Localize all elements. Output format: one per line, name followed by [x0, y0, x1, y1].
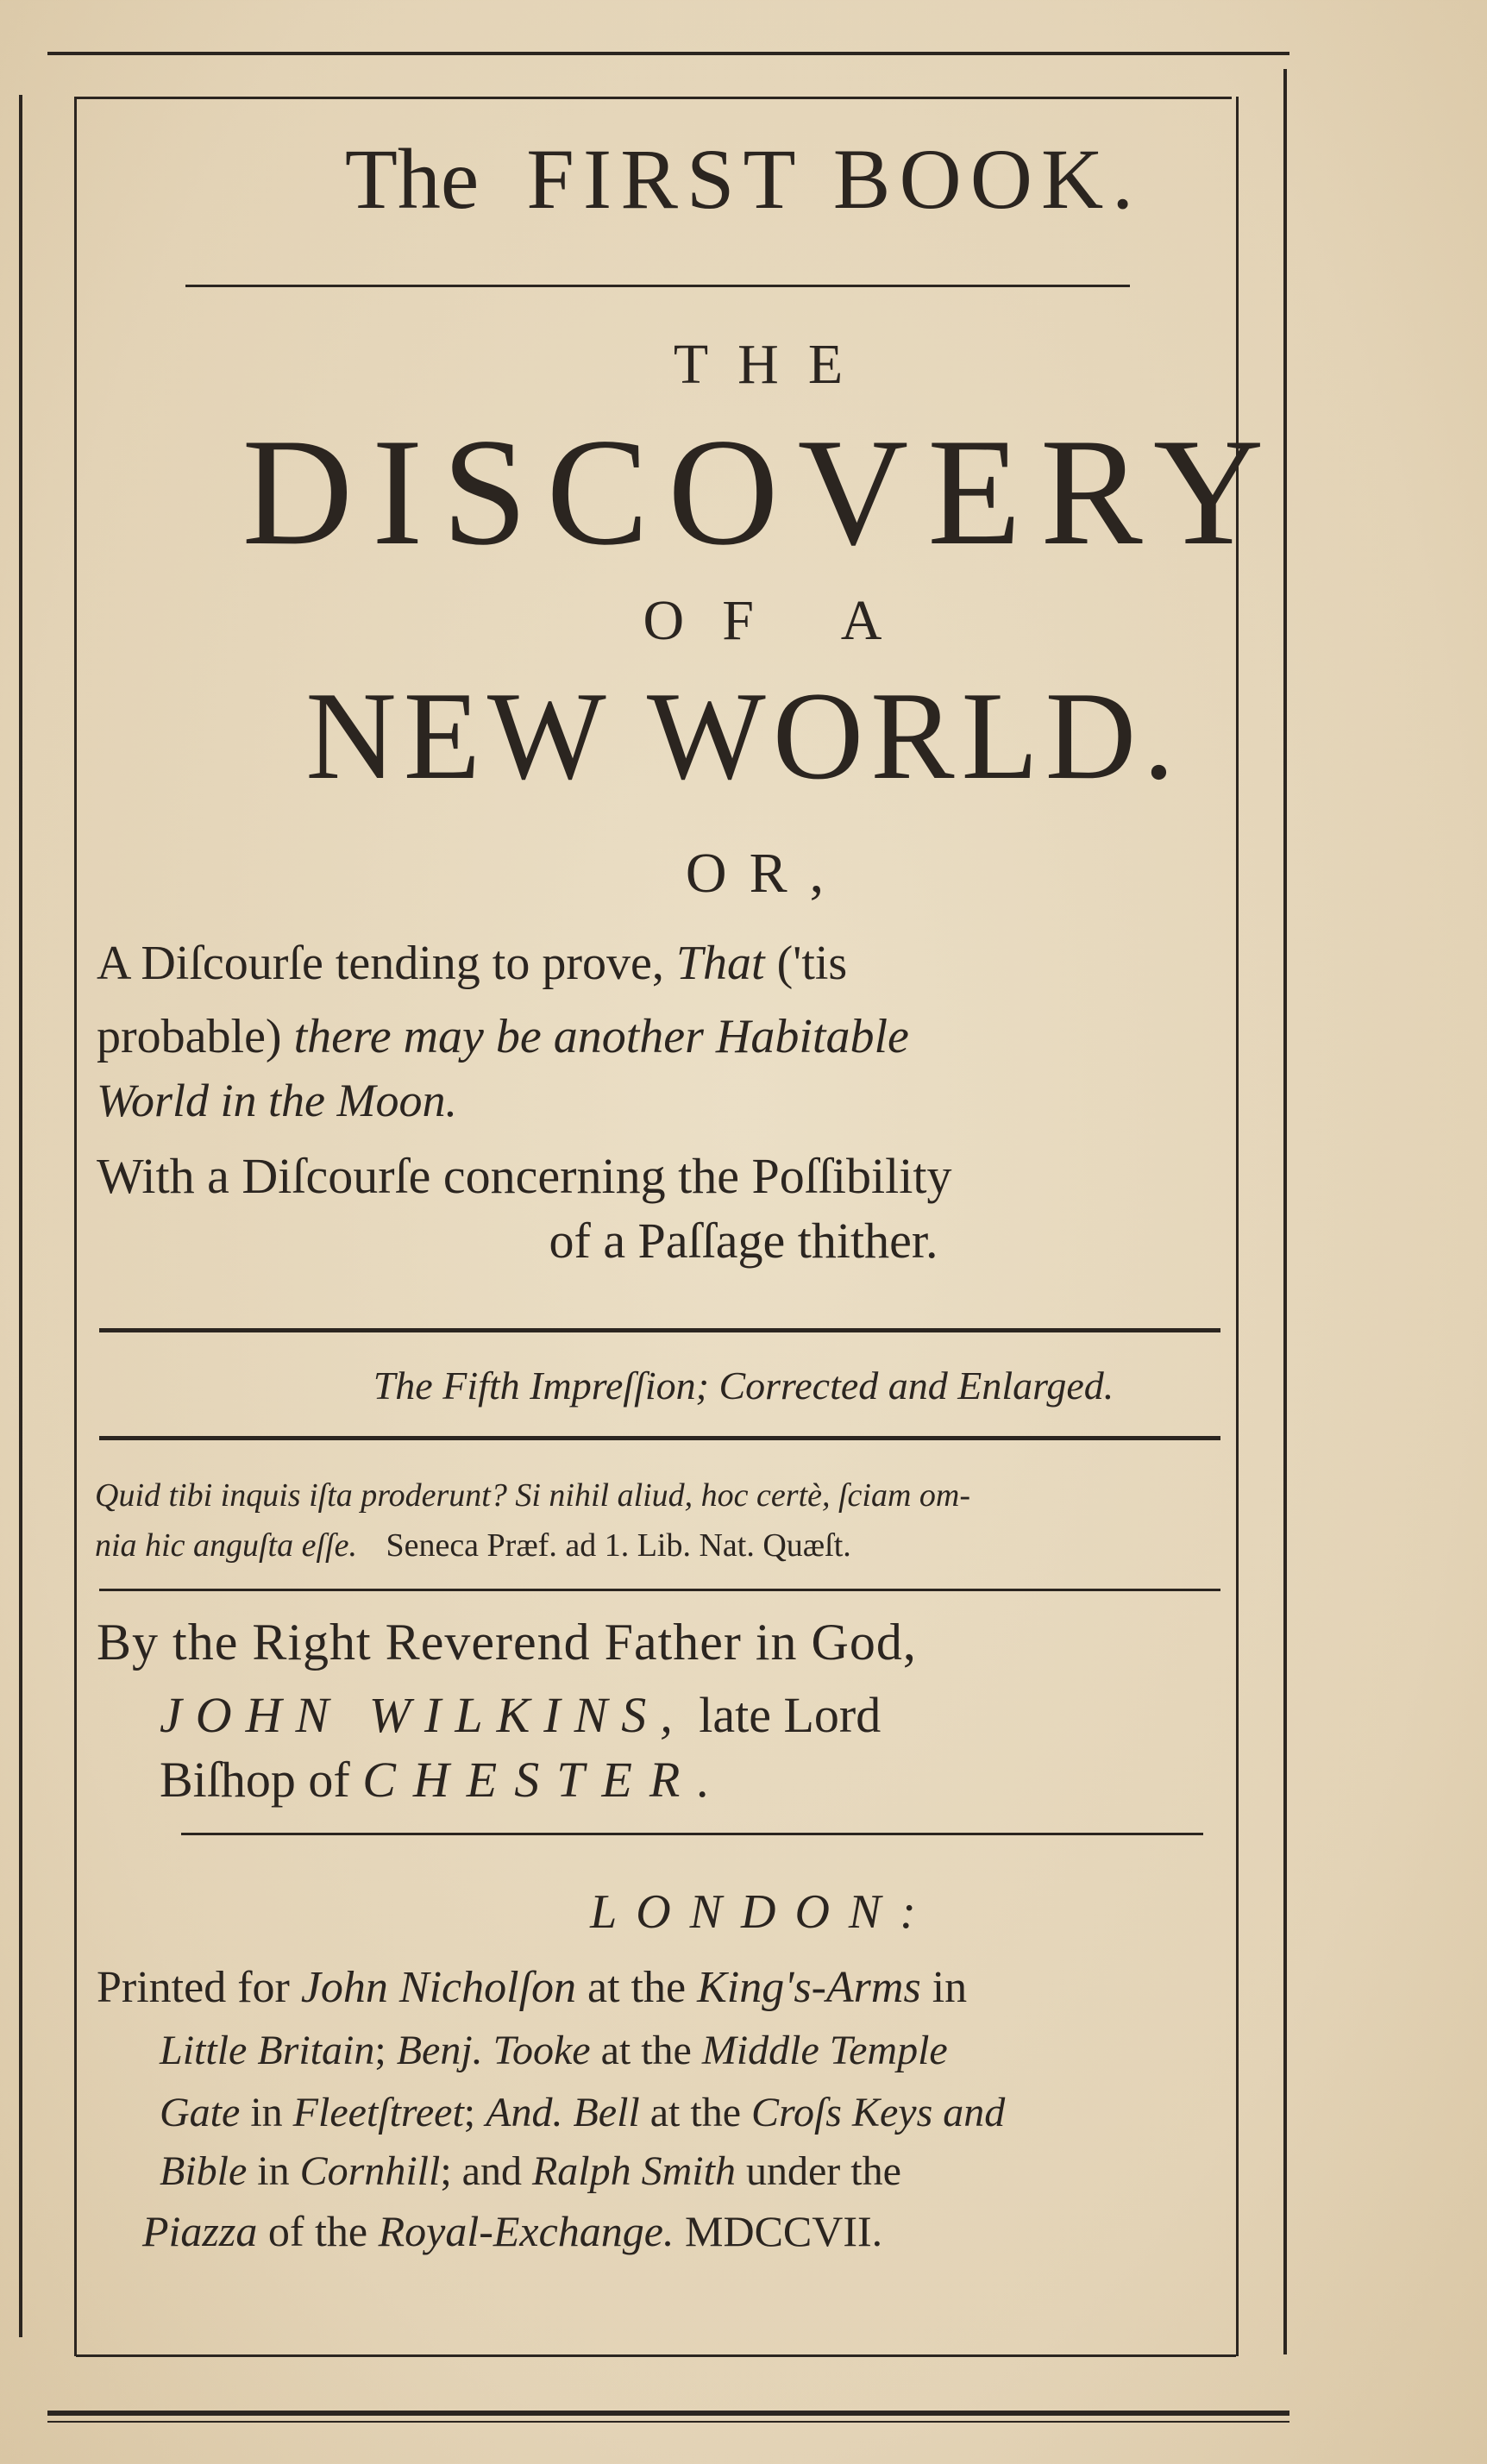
author-line-1: By the Right Reverend Father in God, [97, 1614, 917, 1671]
subtitle-line-3: World in the Moon. [97, 1075, 457, 1126]
imprint-line-5: Piazza of the Royal-Exchange. MDCCVII. [142, 2207, 883, 2255]
title-of-a: OF A [643, 589, 920, 652]
imprint-line-1: Printed for John Nicholſon at the King's-Arms in [97, 1963, 968, 2012]
title-discovery: DISCOVERY [242, 406, 1283, 577]
author-line-3: Biſhop of CHESTER. [160, 1752, 727, 1808]
bottom-outer-rule [47, 2411, 1289, 2416]
title-the: THE [673, 333, 873, 396]
rule-1 [185, 285, 1130, 287]
imprint-line-4: Bible in Cornhill; and Ralph Smith under the [160, 2148, 901, 2194]
top-outer-rule [47, 52, 1289, 55]
title-or: OR, [685, 842, 847, 905]
rule-3 [99, 1436, 1220, 1440]
bottom-inner-rule [76, 2354, 1236, 2357]
imprint-line-3: Gate in Fleetſtreet; And. Bell at the Croſs Keys and [160, 2090, 1006, 2135]
bottom-outer-rule-2 [47, 2421, 1289, 2423]
subtitle-line-1: A Diſcourſe tending to prove, That ('tis [97, 937, 848, 990]
header-the: The [344, 131, 480, 227]
header-first-book: FIRST BOOK. [526, 131, 1143, 227]
running-head [0, 129, 1487, 229]
subtitle-line-5: of a Paſſage thither. [549, 1213, 938, 1269]
epigraph-line-2: nia hic anguſta eſſe. Seneca Præf. ad 1. Lib. Nat. Quæſt. [95, 1527, 851, 1564]
edition-statement: The Fifth Impreſſion; Corrected and Enlarged. [373, 1364, 1114, 1408]
rule-5 [181, 1833, 1203, 1835]
subtitle-line-4: With a Diſcourſe concerning the Poſſibility [97, 1148, 952, 1204]
subtitle-line-2: probable) there may be another Habitable [97, 1010, 909, 1063]
imprint-line-2: Little Britain; Benj. Tooke at the Middle Temple [160, 2028, 948, 2073]
author-line-2: JOHN WILKINS, late Lord [160, 1687, 882, 1743]
imprint-city: LONDON: [590, 1885, 935, 1939]
rule-4 [99, 1589, 1220, 1591]
title-new-world: NEW WORLD. [305, 666, 1182, 806]
rule-2 [99, 1328, 1220, 1332]
epigraph-line-1: Quid tibi inquis iſta proderunt? Si nihil aliud, hoc certè, ſciam om- [95, 1477, 971, 1514]
